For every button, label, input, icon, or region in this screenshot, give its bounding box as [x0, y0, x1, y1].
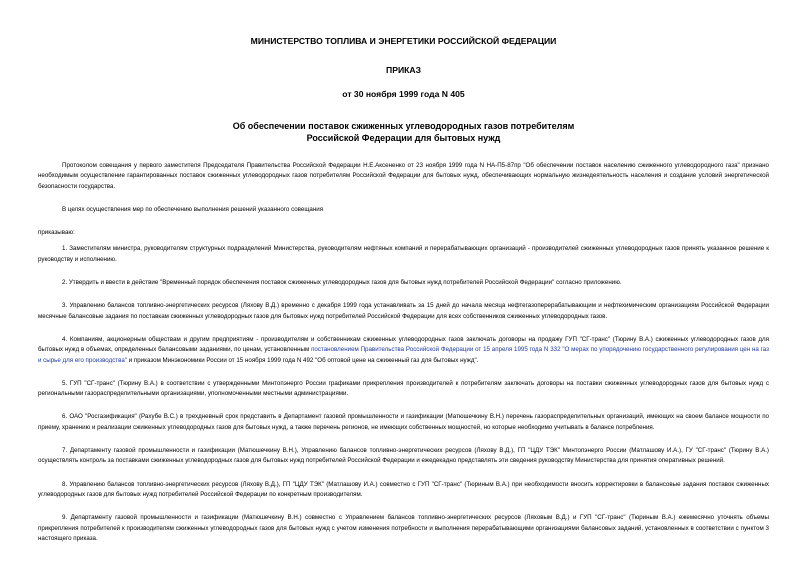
government-decree-link[interactable]: постановлением Правительства Российской Федерации от 15 апреля 1995 года N 332 "О мерах по упорядочению государственного регулирования цен на газ и сырье для его производства" — [38, 346, 769, 364]
ministry-heading: МИНИСТЕРСТВО ТОПЛИВА И ЭНЕРГЕТИКИ РОССИЙСКОЙ ФЕДЕРАЦИИ — [250, 36, 557, 46]
item-5-paragraph: 5. ГУП "СГ-транс" (Тюрину В.А.) в соответствии с утвержденными Минтопэнерго России графиками прикрепления производителей к потребителям заключать договоры на поставки сжиженных углеводородных газов для бытовых нужд с региональными газораспределительными организациями, уполномоченными местными администрациями. — [38, 379, 769, 398]
item-6-paragraph: 6. ОАО "Росгазификация" (Рахубе В.С.) в трехдневный срок представить в Департамент газовой промышленности и газификации (Матюшечкину В.Н.) перечень газораспределительных организаций, имеющих на своем балансе мощности по приему, хранению и реализации сжиженных углеводородных газов для бытовых нужд, а также перечень регионов, не имеющих собственных мощностей, но которые необходимо учитывать в балансе потребления. — [38, 413, 769, 431]
preamble-paragraph: Протоколом совещания у первого заместителя Председателя Правительства Российской Федерации Н.Е.Аксененко от 23 ноября 1999 года N НА-П5-87пр "Об обеспечении поставок населению сжиженного углеводородного газа" признано необходимым осуществление гарантированных поставок сжиженных углеводородных газов потребителям Российской Федерации для бытовых нужд, обеспечивающих нормальную жизнедеятельность населения и создание условий энергетической безопасности государства. — [38, 162, 769, 190]
document-type: ПРИКАЗ — [386, 65, 421, 75]
document-title-line-1: Об обеспечении поставок сжиженных углеводородных газов потребителям — [232, 121, 575, 131]
order-word: приказываю: — [38, 229, 75, 237]
item-4-text-start: 4. Компаниям, акционерным обществам и другим предприятиям - производителям и собственникам сжиженных углеводородных газов заключать договоры на продажу ГУП "СГ-транс" (Тюрину В.А.) сжиженных углеводородных газов для бытовых нужд в объемах, определенных балансовыми заданиями, по ценам, установленным — [38, 335, 769, 354]
item-3-paragraph: 3. Управлению балансов топливно-энергетических ресурсов (Ляхову В.Д.) временно с декабря 1999 года устанавливать за 15 дней до начала месяца нефтегазоперерабатывающим и нефтехимическим организациям Российской Федерации месячные балансовые задания по поставкам сжиженных углеводородных газов для бытовых нужд потребителей Российской Федерации для всех собственников сжиженных углеводородных газов. — [38, 302, 769, 320]
item-8-paragraph: 8. Управлению балансов топливно-энергетических ресурсов (Ляхову В.Д.), ГП "ЦДУ ТЭК" (Матлашову И.А.) совместно с ГУП "СГ-транс" (Тюриным В.А.) при необходимости вносить корректировки в балансовые задания поставок сжиженных углеводородных газов для бытовых нужд потребителей Российской Федерации по конкретным производителям. — [38, 480, 769, 498]
item-1-paragraph: 1. Заместителям министра, руководителям структурных подразделений Министерства, руководителям нефтяных компаний и перерабатывающих организаций - производителей сжиженных углеводородных газов принять указанное решение к руководству и исполнению. — [38, 245, 769, 263]
document-title-line-2: Российской Федерации для бытовых нужд — [306, 133, 501, 143]
document-date-number: от 30 ноября 1999 года N 405 — [342, 89, 465, 99]
purpose-paragraph: В целях осуществления мер по обеспечению выполнения решений указанного совещания — [62, 205, 324, 213]
item-2-paragraph: 2. Утвердить и ввести в действие "Временный порядок обеспечения поставок сжиженных углеводородных газов для бытовых нужд потребителей Российской Федерации" согласно приложению. — [62, 279, 622, 287]
item-4-paragraph — [38, 335, 769, 366]
item-4-text-end: и приказом Минэкономики России от 15 ноября 1999 года N 492 "Об оптовой цене на сжиженный газ для бытовых нужд". — [127, 356, 479, 364]
document-title — [38, 120, 769, 144]
item-7-paragraph: 7. Департаменту газовой промышленности и газификации (Матюшечкину В.Н.), Управлению балансов топливно-энергетических ресурсов (Ляхову В.Д.), ГП "ЦДУ ТЭК" Минтопэнерго России (Матлашову И.А.), ГУ "СГ-транс" (Тюрину В.А.) осуществлять контроль за поставками сжиженных углеводородных газов для бытовых нужд потребителей Российской Федерации и ежедекадно представлять эти сведения руководству Министерства для принятия оперативных решений. — [38, 447, 769, 465]
item-9-paragraph: 9. Департаменту газовой промышленности и газификации (Матюшечкину В.Н.) совместно с Управлением балансов топливно-энергетических ресурсов (Ляховым В.Д.) и ГУП "СГ-транс" (Тюриным В.А.) ежемесячно уточнять объемы прикрепления потребителей к производителям сжиженных углеводородных газов для бытовых нужд с учетом изменения потребности и выполнения перерабатывающими организациями балансовых заданий, установленных в соответствии с пунктом 3 настоящего приказа. — [38, 514, 769, 542]
